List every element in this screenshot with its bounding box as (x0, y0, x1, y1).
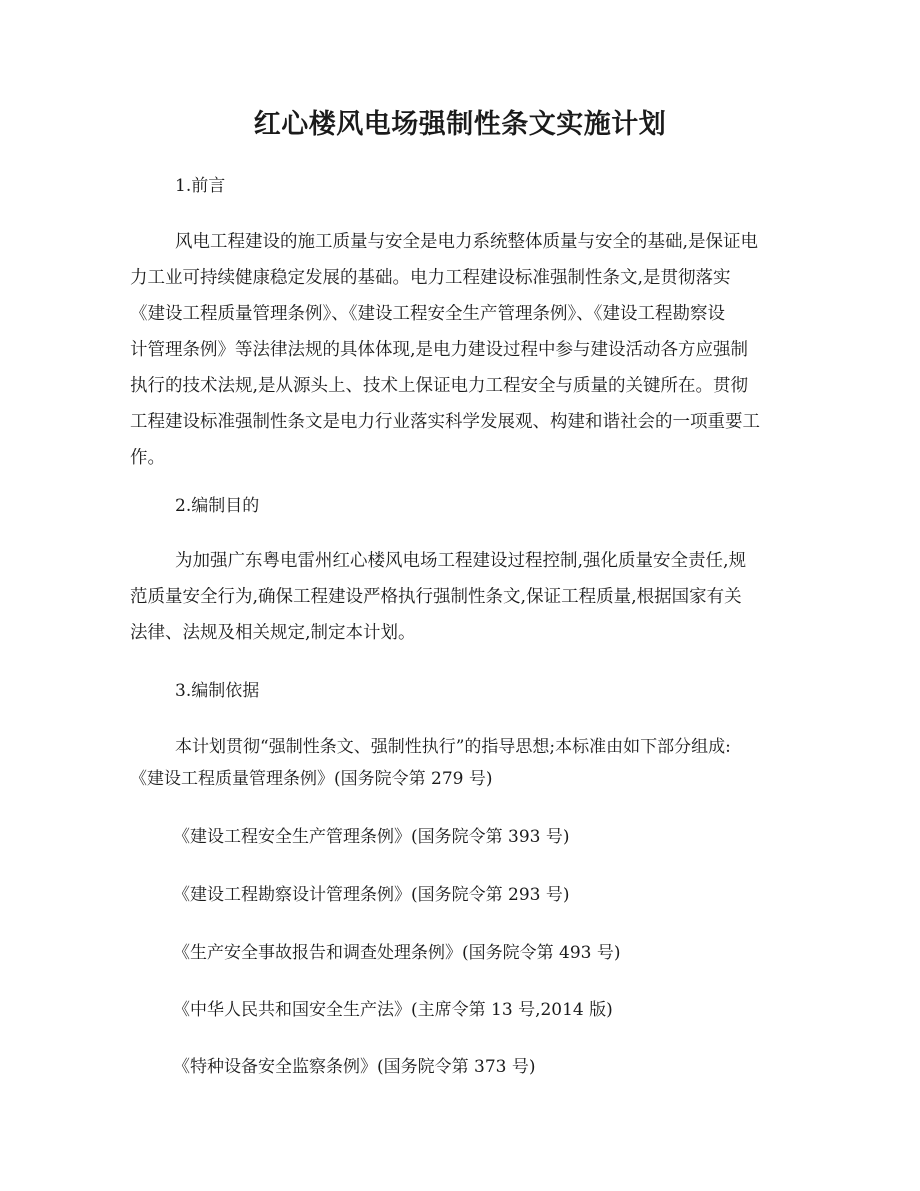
paragraph-line: 《建设工程质量管理条例》、《建设工程安全生产管理条例》、《建设工程勘察设 (130, 304, 725, 324)
basis-intro: 本计划贯彻“强制性条文、强制性执行”的指导思想;本标准由如下部分组成: (175, 737, 731, 757)
paragraph-line: 工程建设标准强制性条文是电力行业落实科学发展观、构建和谐社会的一项重要工 (130, 412, 760, 432)
basis-item: 《特种设备安全监察条例》(国务院令第 373 号) (173, 1057, 536, 1077)
basis-item: 《建设工程勘察设计管理条例》(国务院令第 293 号) (173, 885, 570, 905)
basis-item: 《建设工程安全生产管理条例》(国务院令第 393 号) (173, 827, 570, 847)
paragraph-line: 作。 (130, 448, 165, 468)
paragraph-line: 力工业可持续健康稳定发展的基础。电力工程建设标准强制性条文,是贯彻落实 (130, 268, 731, 288)
basis-item: 《生产安全事故报告和调查处理条例》(国务院令第 493 号) (173, 943, 621, 963)
basis-item: 《建设工程质量管理条例》(国务院令第 279 号) (130, 769, 493, 789)
paragraph-line: 法律、法规及相关规定,制定本计划。 (130, 623, 416, 643)
paragraph-line: 执行的技术法规,是从源头上、技术上保证电力工程安全与质量的关键所在。贯彻 (130, 376, 749, 396)
section-heading-preface: 1.前言 (175, 176, 226, 196)
paragraph-line: 风电工程建设的施工质量与安全是电力系统整体质量与安全的基础,是保证电 (175, 232, 759, 252)
purpose-paragraph (130, 543, 790, 651)
section-heading-purpose: 2.编制目的 (175, 496, 260, 516)
section-heading-basis: 3.编制依据 (175, 681, 260, 701)
paragraph-line: 范质量安全行为,确保工程建设严格执行强制性条文,保证工程质量,根据国家有关 (130, 587, 742, 607)
preface-paragraph (130, 224, 790, 476)
basis-item: 《中华人民共和国安全生产法》(主席令第 13 号,2014 版) (173, 1000, 613, 1020)
page-title: 红心楼风电场强制性条文实施计划 (253, 109, 667, 140)
paragraph-line: 计管理条例》等法律法规的具体体现,是电力建设过程中参与建设活动各方应强制 (130, 340, 749, 360)
paragraph-line: 为加强广东粤电雷州红心楼风电场工程建设过程控制,强化质量安全责任,规 (175, 551, 747, 571)
